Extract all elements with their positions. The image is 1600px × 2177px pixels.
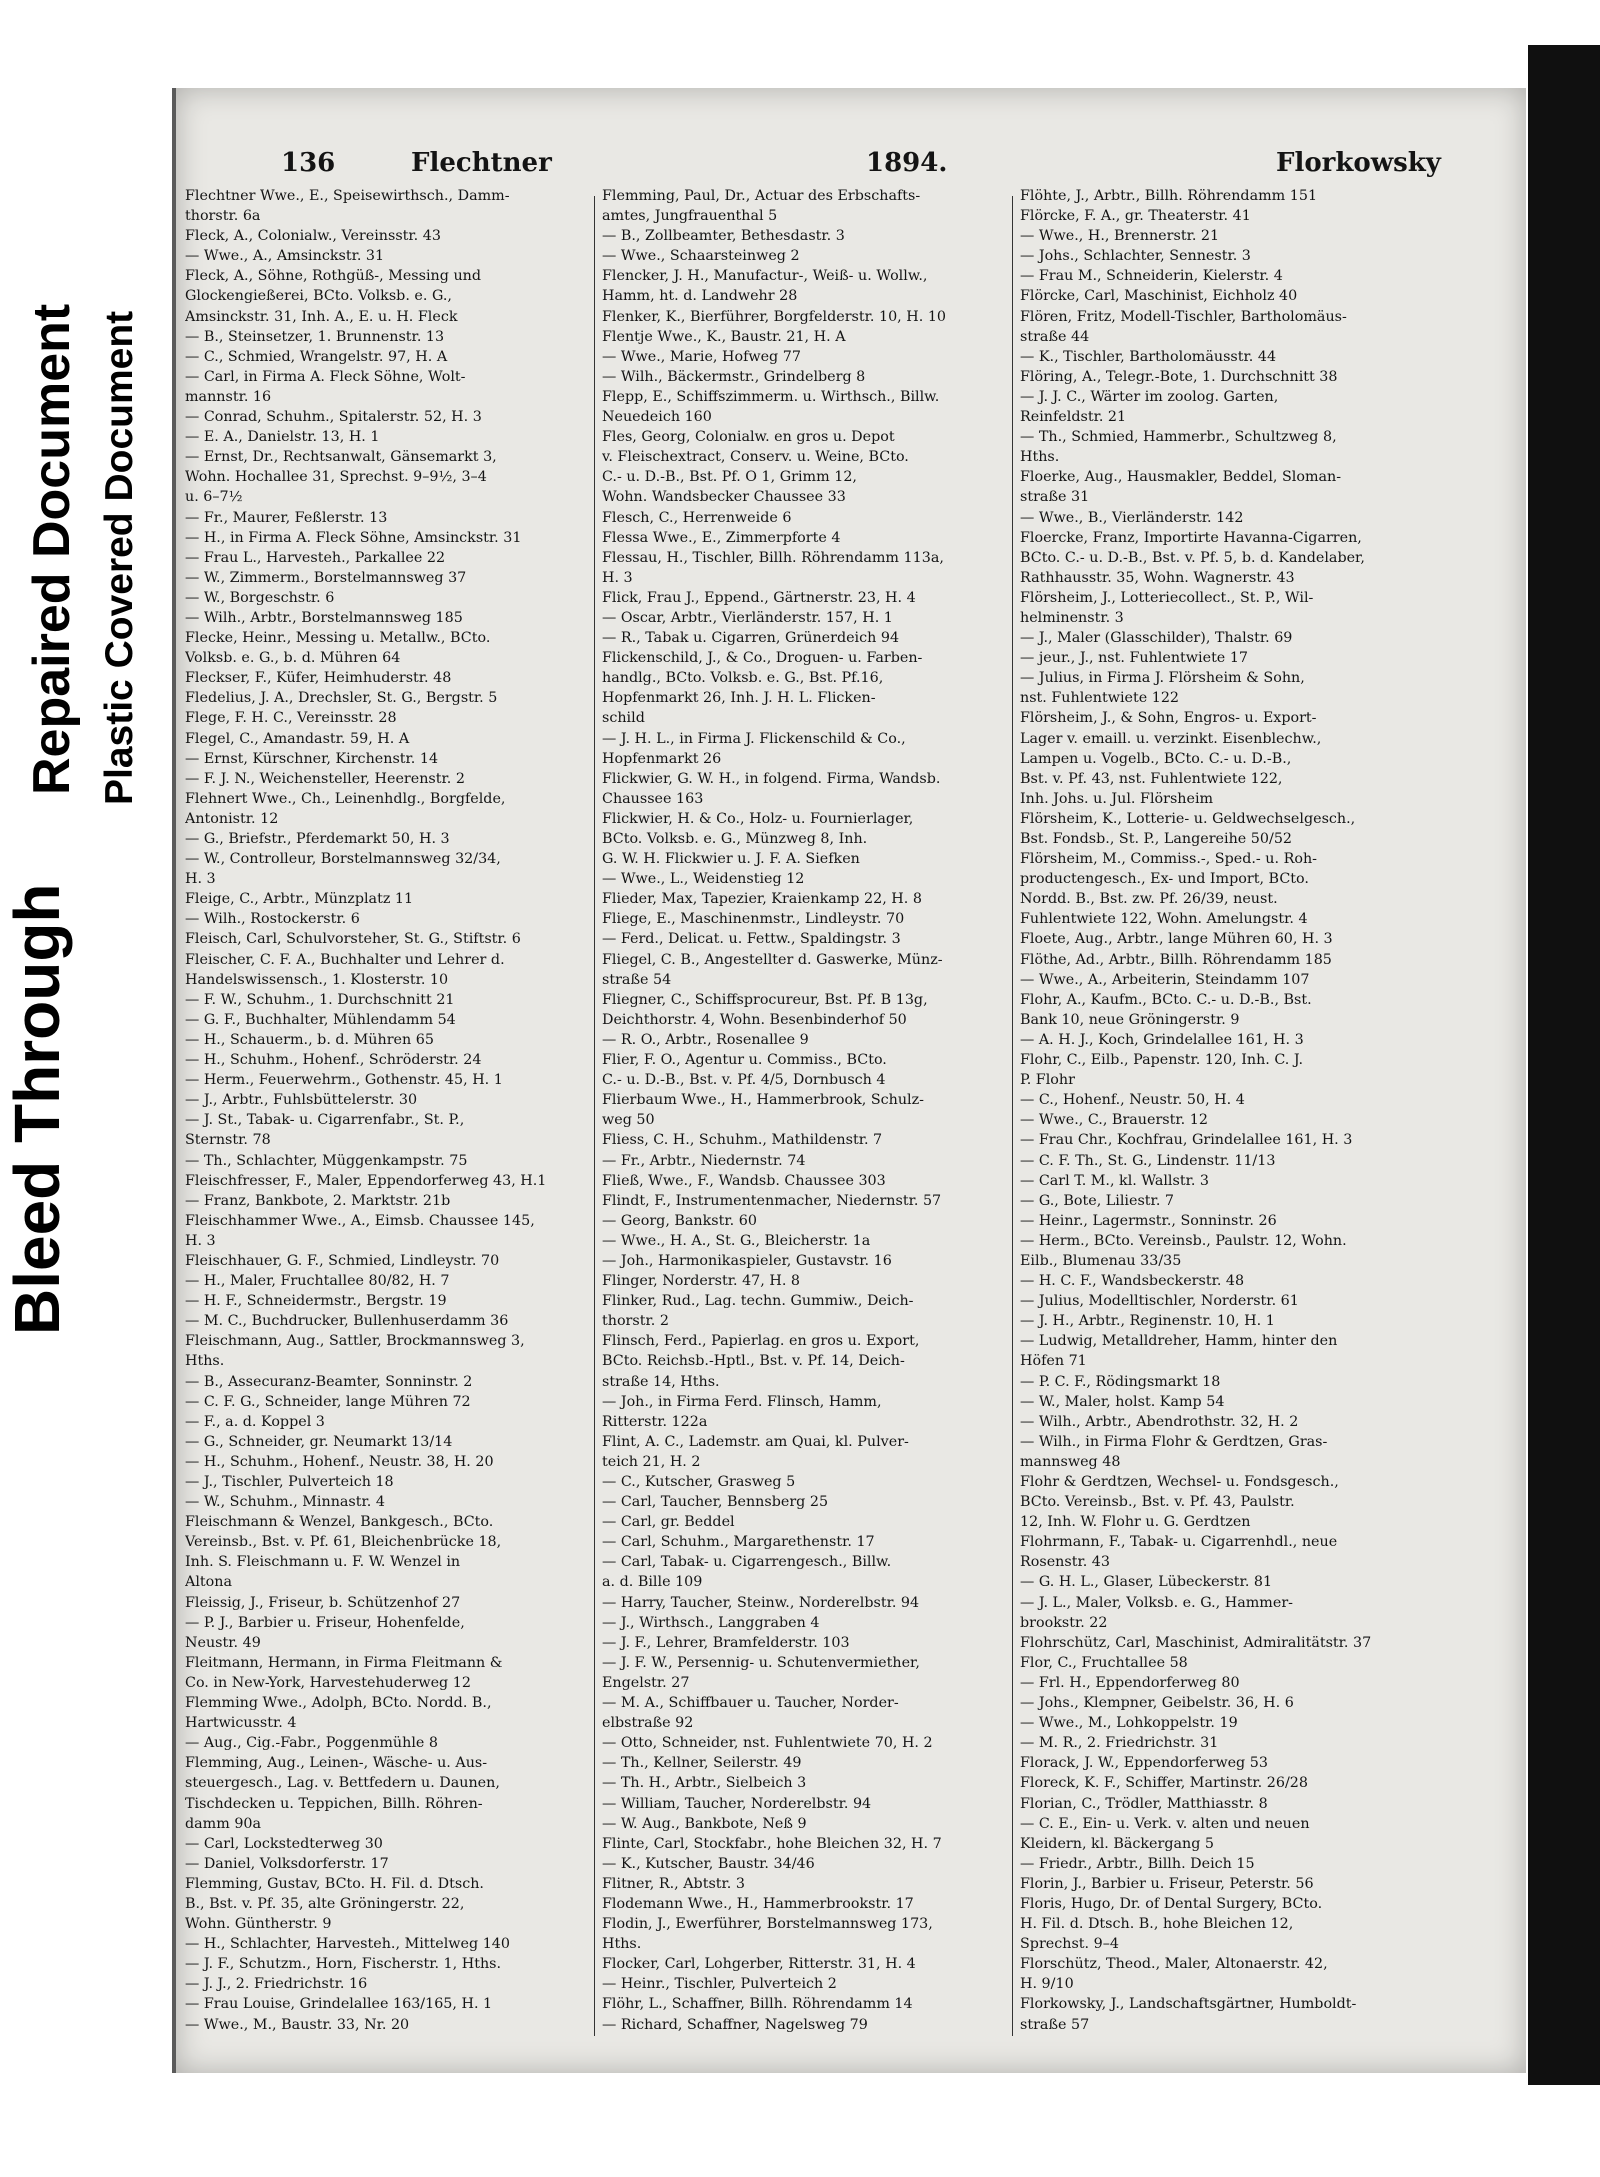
directory-entry-line: Fliegel, C. B., Angestellter d. Gaswerke, Münz- bbox=[602, 951, 943, 968]
directory-entry-line: — Fr., Maurer, Feßlerstr. 13 bbox=[185, 509, 388, 526]
directory-entry-line: — Frau Louise, Grindelallee 163/165, H. 1 bbox=[185, 1996, 493, 2013]
directory-entry-line: B., Bst. v. Pf. 35, alte Gröningerstr. 22, bbox=[185, 1895, 465, 1912]
directory-entry-line: nst. Fuhlentwiete 122 bbox=[1020, 690, 1180, 707]
directory-entry-line: Inh. S. Fleischmann u. F. W. Wenzel in bbox=[185, 1554, 461, 1571]
directory-entry-line: Florkowsky, J., Landschaftsgärtner, Humboldt- bbox=[1020, 1996, 1357, 2013]
directory-entry-line: — J., Wirthsch., Langgraben 4 bbox=[602, 1614, 820, 1631]
directory-entry-line: — Richard, Schaffner, Nagelsweg 79 bbox=[602, 2016, 868, 2033]
directory-entry-line: Flemming Wwe., Adolph, BCto. Nordd. B., bbox=[185, 1695, 492, 1712]
directory-entry-line: — J. L., Maler, Volksb. e. G., Hammer- bbox=[1020, 1594, 1293, 1611]
header-left-word: Flechtner bbox=[411, 148, 552, 178]
directory-entry-line: Flessau, H., Tischler, Billh. Röhrendamm 113a, bbox=[602, 549, 944, 566]
directory-entry-line: Floris, Hugo, Dr. of Dental Surgery, BCto. bbox=[1020, 1895, 1323, 1912]
directory-entry-line: Florin, J., Barbier u. Friseur, Peterstr. 56 bbox=[1020, 1875, 1314, 1892]
directory-entry-line: H. 3 bbox=[602, 569, 633, 586]
directory-entry-line: H. 3 bbox=[185, 871, 216, 888]
directory-entry-line: Flemming, Gustav, BCto. H. Fil. d. Dtsch. bbox=[185, 1875, 484, 1892]
directory-entry-line: Flepp, E., Schiffszimmerm. u. Wirthsch., Billw. bbox=[602, 388, 940, 405]
directory-entry-line: — C., Schmied, Wrangelstr. 97, H. A bbox=[185, 348, 448, 365]
directory-entry-line: — G., Bote, Liliestr. 7 bbox=[1020, 1192, 1174, 1209]
directory-entry-line: — W., Schuhm., Minnastr. 4 bbox=[185, 1494, 385, 1511]
directory-entry-line: straße 57 bbox=[1020, 2016, 1090, 2033]
label-plastic-covered-document: Plastic Covered Document bbox=[98, 310, 141, 805]
directory-entry-line: Flierbaum Wwe., H., Hammerbrook, Schulz- bbox=[602, 1092, 924, 1109]
directory-entry-line: — J. F., Schutzm., Horn, Fischerstr. 1, Hths. bbox=[185, 1956, 502, 1973]
directory-entry-line: — M. A., Schiffbauer u. Taucher, Norder- bbox=[602, 1695, 899, 1712]
directory-entry-line: Flören, Fritz, Modell-Tischler, Bartholomäus- bbox=[1020, 308, 1347, 325]
directory-entry-line: Hths. bbox=[1020, 449, 1060, 466]
directory-entry-line: Kleidern, kl. Bäckergang 5 bbox=[1020, 1835, 1215, 1852]
directory-entry-line: — Wwe., B., Vierländerstr. 142 bbox=[1020, 509, 1244, 526]
directory-entry-line: Flodemann Wwe., H., Hammerbrookstr. 17 bbox=[602, 1895, 914, 1912]
directory-entry-line: Ritterstr. 122a bbox=[602, 1413, 708, 1430]
directory-entry-line: Chaussee 163 bbox=[602, 790, 704, 807]
directory-entry-line: Fleischmann & Wenzel, Bankgesch., BCto. bbox=[185, 1514, 494, 1531]
directory-entry-line: Neustr. 49 bbox=[185, 1634, 261, 1651]
directory-entry-line: — H., Schuhm., Hohenf., Schröderstr. 24 bbox=[185, 1052, 482, 1069]
directory-entry-line: — W. Aug., Bankbote, Neß 9 bbox=[602, 1815, 807, 1832]
directory-entry-line: Flinker, Rud., Lag. techn. Gummiw., Deich- bbox=[602, 1293, 914, 1310]
directory-entry-line: Hopfenmarkt 26 bbox=[602, 750, 722, 767]
directory-entry-line: Flöhte, J., Arbtr., Billh. Röhrendamm 151 bbox=[1020, 188, 1318, 204]
directory-entry-line: Flencker, J. H., Manufactur-, Weiß- u. Wollw., bbox=[602, 268, 928, 285]
directory-entry-line: Floercke, Franz, Importirte Havanna-Cigarren, bbox=[1020, 529, 1362, 546]
directory-entry-line: Fledelius, J. A., Drechsler, St. G., Bergstr. 5 bbox=[185, 690, 498, 707]
directory-entry-line: — Wilh., Arbtr., Borstelmannsweg 185 bbox=[185, 609, 463, 626]
column-3 bbox=[1020, 186, 1420, 2056]
directory-entry-line: — Daniel, Volksdorferstr. 17 bbox=[185, 1855, 389, 1872]
directory-entry-line: Flickenschild, J., & Co., Droguen- u. Farben- bbox=[602, 650, 923, 667]
directory-entry-line: — M. C., Buchdrucker, Bullenhuserdamm 36 bbox=[185, 1313, 509, 1330]
directory-entry-line: — J. H., Arbtr., Reginenstr. 10, H. 1 bbox=[1020, 1313, 1275, 1330]
directory-entry-line: Fliegner, C., Schiffsprocureur, Bst. Pf. B 13g, bbox=[602, 991, 928, 1008]
directory-entry-line: Lampen u. Vogelb., BCto. C.- u. D.-B., bbox=[1020, 750, 1292, 767]
directory-entry-line: — Th., Schmied, Hammerbr., Schultzweg 8, bbox=[1020, 429, 1337, 446]
directory-entry-line: Fleige, C., Arbtr., Münzplatz 11 bbox=[185, 891, 414, 908]
directory-entry-line: helminenstr. 3 bbox=[1020, 609, 1124, 626]
directory-entry-line: Flohr, A., Kaufm., BCto. C.- u. D.-B., Bst. bbox=[1020, 991, 1312, 1008]
directory-entry-line: v. Fleischextract, Conserv. u. Weine, BCto. bbox=[602, 449, 909, 466]
directory-entry-line: handlg., BCto. Volksb. e. G., Bst. Pf.16, bbox=[602, 670, 884, 687]
directory-entry-line: — Wilh., in Firma Flohr & Gerdtzen, Gras- bbox=[1020, 1433, 1328, 1450]
directory-entry-line: Wohn. Güntherstr. 9 bbox=[185, 1916, 332, 1933]
directory-entry-line: brookstr. 22 bbox=[1020, 1614, 1108, 1631]
directory-entry-line: Fleischhammer Wwe., A., Eimsb. Chaussee 145, bbox=[185, 1212, 535, 1229]
column-divider bbox=[1012, 196, 1013, 2036]
directory-entry-line: Flint, A. C., Lademstr. am Quai, kl. Pulver- bbox=[602, 1433, 909, 1450]
directory-entry-line: Höfen 71 bbox=[1020, 1353, 1087, 1370]
directory-entry-line: — jeur., J., nst. Fuhlentwiete 17 bbox=[1020, 650, 1249, 667]
directory-entry-line: — Carl, Tabak- u. Cigarrengesch., Billw. bbox=[602, 1554, 892, 1571]
directory-entry-line: Flohr & Gerdtzen, Wechsel- u. Fondsgesch., bbox=[1020, 1474, 1339, 1490]
directory-entry-line: — H., Schlachter, Harvesteh., Mittelweg 140 bbox=[185, 1936, 510, 1953]
directory-entry-line: — Aug., Cig.-Fabr., Poggenmühle 8 bbox=[185, 1735, 438, 1752]
header-year: 1894. bbox=[866, 148, 948, 178]
directory-entry-line: — Oscar, Arbtr., Vierländerstr. 157, H. 1 bbox=[602, 609, 893, 626]
directory-entry-line: — H., Schuhm., Hohenf., Neustr. 38, H. 20 bbox=[185, 1453, 494, 1470]
directory-entry-line: Floerke, Aug., Hausmakler, Beddel, Sloman- bbox=[1020, 469, 1342, 486]
directory-entry-line: Flöhr, L., Schaffner, Billh. Röhrendamm 14 bbox=[602, 1996, 913, 2013]
directory-entry-line: a. d. Bille 109 bbox=[602, 1574, 703, 1591]
directory-entry-line: — H., Maler, Fruchtallee 80/82, H. 7 bbox=[185, 1273, 450, 1290]
directory-entry-line: Wohn. Wandsbecker Chaussee 33 bbox=[602, 489, 846, 506]
directory-entry-line: — G., Briefstr., Pferdemarkt 50, H. 3 bbox=[185, 831, 450, 847]
directory-entry-line: Florian, C., Trödler, Matthiasstr. 8 bbox=[1020, 1795, 1268, 1812]
directory-entry-line: — F., a. d. Koppel 3 bbox=[185, 1413, 325, 1430]
directory-entry-line: — Heinr., Tischler, Pulverteich 2 bbox=[602, 1976, 837, 1993]
directory-entry-line: — B., Zollbeamter, Bethesdastr. 3 bbox=[602, 228, 845, 245]
page-header bbox=[176, 148, 1526, 188]
side-labels bbox=[0, 0, 160, 2177]
directory-entry-line: Fleisch, Carl, Schulvorsteher, St. G., Stiftstr. 6 bbox=[185, 931, 521, 948]
directory-entry-line: Hths. bbox=[185, 1353, 225, 1370]
directory-entry-line: Flörcke, Carl, Maschinist, Eichholz 40 bbox=[1020, 288, 1298, 305]
directory-entry-line: weg 50 bbox=[602, 1112, 655, 1129]
directory-entry-line: steuergesch., Lag. v. Bettfedern u. Daunen, bbox=[185, 1775, 500, 1792]
directory-entry-line: Nordd. B., Bst. zw. Pf. 26/39, neust. bbox=[1020, 891, 1278, 908]
column-1 bbox=[185, 186, 585, 2056]
directory-entry-line: — W., Controlleur, Borstelmannsweg 32/34, bbox=[185, 851, 501, 868]
directory-entry-line: — Th., Kellner, Seilerstr. 49 bbox=[602, 1755, 802, 1772]
directory-entry-line: Floreck, K. F., Schiffer, Martinstr. 26/28 bbox=[1020, 1775, 1308, 1792]
directory-entry-line: — C., Kutscher, Grasweg 5 bbox=[602, 1474, 796, 1490]
directory-entry-line: — Wilh., Rostockerstr. 6 bbox=[185, 911, 360, 928]
directory-entry-line: Flodin, J., Ewerführer, Borstelmannsweg 173, bbox=[602, 1916, 933, 1933]
directory-entry-line: H. 9/10 bbox=[1020, 1976, 1074, 1993]
directory-entry-line: Altona bbox=[185, 1574, 232, 1591]
directory-entry-line: — H. C. F., Wandsbeckerstr. 48 bbox=[1020, 1273, 1245, 1290]
directory-entry-line: Flickwier, H. & Co., Holz- u. Fournierlager, bbox=[602, 810, 914, 827]
directory-entry-line: — J. F., Lehrer, Bramfelderstr. 103 bbox=[602, 1634, 850, 1651]
directory-entry-line: Flinsch, Ferd., Papierlag. en gros u. Export, bbox=[602, 1333, 920, 1350]
directory-entry-line: Flörsheim, J., & Sohn, Engros- u. Export- bbox=[1020, 710, 1317, 727]
directory-entry-line: Amsinckstr. 31, Inh. A., E. u. H. Fleck bbox=[185, 308, 458, 325]
directory-entry-line: Engelstr. 27 bbox=[602, 1674, 690, 1691]
directory-entry-line: — Frau L., Harvesteh., Parkallee 22 bbox=[185, 549, 446, 566]
directory-entry-line: Glockengießerei, BCto. Volksb. e. G., bbox=[185, 288, 452, 305]
directory-entry-line: Fleischfresser, F., Maler, Eppendorferweg 43, H.1 bbox=[185, 1172, 547, 1189]
directory-entry-line: Flesch, C., Herrenweide 6 bbox=[602, 509, 792, 526]
directory-entry-line: — H., in Firma A. Fleck Söhne, Amsinckstr. 31 bbox=[185, 529, 522, 546]
directory-entry-line: straße 14, Hths. bbox=[602, 1373, 720, 1390]
directory-entry-line: Neuedeich 160 bbox=[602, 409, 712, 426]
directory-entry-line: BCto. Vereinsb., Bst. v. Pf. 43, Paulstr. bbox=[1020, 1494, 1295, 1511]
directory-entry-line: — J., Maler (Glasschilder), Thalstr. 69 bbox=[1020, 630, 1293, 647]
directory-entry-line: Bst. Fondsb., St. P., Langereihe 50/52 bbox=[1020, 831, 1293, 847]
directory-page bbox=[172, 88, 1526, 2073]
directory-entry-line: Fleitmann, Hermann, in Firma Fleitmann & bbox=[185, 1654, 503, 1671]
directory-entry-line: Hartwicusstr. 4 bbox=[185, 1715, 297, 1732]
directory-entry-line: Fleck, A., Söhne, Rothgüß-, Messing und bbox=[185, 268, 482, 285]
directory-entry-line: — P. J., Barbier u. Friseur, Hohenfelde, bbox=[185, 1614, 465, 1631]
directory-entry-line: Bst. v. Pf. 43, nst. Fuhlentwiete 122, bbox=[1020, 770, 1283, 787]
directory-entry-line: Fleissig, J., Friseur, b. Schützenhof 27 bbox=[185, 1594, 461, 1611]
directory-entry-line: Handelswissensch., 1. Klosterstr. 10 bbox=[185, 971, 449, 988]
label-bleed-through: Bleed Through bbox=[1, 883, 73, 1335]
directory-entry-line: Flöthe, Ad., Arbtr., Billh. Röhrendamm 185 bbox=[1020, 951, 1332, 968]
directory-entry-line: 12, Inh. W. Flohr u. G. Gerdtzen bbox=[1020, 1514, 1251, 1531]
directory-entry-line: — J. J., 2. Friedrichstr. 16 bbox=[185, 1976, 368, 1993]
directory-entry-line: — Carl, in Firma A. Fleck Söhne, Wolt- bbox=[185, 368, 466, 385]
directory-entry-line: — Julius, in Firma J. Flörsheim & Sohn, bbox=[1020, 670, 1305, 687]
directory-entry-line: — Friedr., Arbtr., Billh. Deich 15 bbox=[1020, 1855, 1255, 1872]
directory-entry-line: H. 3 bbox=[185, 1232, 216, 1249]
directory-entry-line: BCto. Reichsb.-Hptl., Bst. v. Pf. 14, Deich- bbox=[602, 1353, 905, 1370]
directory-entry-line: — E. A., Danielstr. 13, H. 1 bbox=[185, 429, 380, 446]
scan-edge-bar bbox=[1528, 45, 1600, 2085]
directory-entry-line: Flier, F. O., Agentur u. Commiss., BCto. bbox=[602, 1052, 887, 1069]
directory-entry-line: — R. O., Arbtr., Rosenallee 9 bbox=[602, 1031, 809, 1048]
directory-entry-line: — B., Steinsetzer, 1. Brunnenstr. 13 bbox=[185, 328, 445, 345]
directory-entry-line: — R., Tabak u. Cigarren, Grünerdeich 94 bbox=[602, 630, 900, 647]
directory-entry-line: Wohn. Hochallee 31, Sprechst. 9–9½, 3–4 bbox=[185, 469, 487, 486]
directory-entry-line: Fles, Georg, Colonialw. en gros u. Depot bbox=[602, 429, 895, 446]
directory-entry-line: Fleischhauer, G. F., Schmied, Lindleystr. 70 bbox=[185, 1252, 500, 1269]
directory-entry-line: — Herm., Feuerwehrm., Gothenstr. 45, H. 1 bbox=[185, 1072, 503, 1089]
directory-entry-line: Flinger, Norderstr. 47, H. 8 bbox=[602, 1273, 801, 1290]
directory-entry-line: — Frau Chr., Kochfrau, Grindelallee 161, H. 3 bbox=[1020, 1132, 1353, 1149]
directory-entry-line: — J., Arbtr., Fuhlsbüttelerstr. 30 bbox=[185, 1092, 418, 1109]
directory-entry-line: — Wilh., Bäckermstr., Grindelberg 8 bbox=[602, 368, 866, 385]
directory-entry-line: Flitner, R., Abtstr. 3 bbox=[602, 1875, 745, 1892]
directory-entry-line: — Wwe., Marie, Hofweg 77 bbox=[602, 348, 801, 365]
directory-entry-line: — W., Borgeschstr. 6 bbox=[185, 589, 335, 606]
directory-entry-line: Flor, C., Fruchtallee 58 bbox=[1020, 1654, 1188, 1671]
directory-entry-line: — F. W., Schuhm., 1. Durchschnitt 21 bbox=[185, 991, 455, 1008]
directory-entry-line: — Wwe., Schaarsteinweg 2 bbox=[602, 248, 800, 265]
directory-entry-line: Flohrschütz, Carl, Maschinist, Admiralitätstr. 37 bbox=[1020, 1634, 1372, 1651]
directory-entry-line: — K., Tischler, Bartholomäusstr. 44 bbox=[1020, 348, 1277, 365]
header-right-word: Florkowsky bbox=[1276, 148, 1441, 178]
column-divider bbox=[594, 196, 595, 2036]
directory-entry-line: — Carl, Schuhm., Margarethenstr. 17 bbox=[602, 1534, 875, 1551]
directory-entry-line: Sternstr. 78 bbox=[185, 1132, 271, 1149]
directory-entry-line: Flenker, K., Bierführer, Borgfelderstr. 10, H. 10 bbox=[602, 308, 947, 325]
directory-entry-line: — Julius, Modelltischler, Norderstr. 61 bbox=[1020, 1293, 1299, 1310]
directory-entry-line: Flegel, C., Amandastr. 59, H. A bbox=[185, 730, 410, 747]
directory-entry-line: — Georg, Bankstr. 60 bbox=[602, 1212, 757, 1229]
directory-entry-line: Lager v. emaill. u. verzinkt. Eisenblechw., bbox=[1020, 730, 1322, 747]
directory-entry-line: Flöring, A., Telegr.-Bote, 1. Durchschnitt 38 bbox=[1020, 368, 1338, 385]
directory-entry-line: — Ernst, Dr., Rechtsanwalt, Gänsemarkt 3, bbox=[185, 449, 497, 466]
directory-entry-line: Fleckser, F., Küfer, Heimhuderstr. 48 bbox=[185, 670, 452, 687]
directory-entry-line: Flickwier, G. W. H., in folgend. Firma, Wandsb. bbox=[602, 770, 941, 787]
directory-entry-line: — P. C. F., Rödingsmarkt 18 bbox=[1020, 1373, 1221, 1390]
directory-entry-line: Reinfeldstr. 21 bbox=[1020, 409, 1127, 426]
directory-entry-line: — Th., Schlachter, Müggenkampstr. 75 bbox=[185, 1152, 468, 1169]
directory-entry-line: — Joh., Harmonikaspieler, Gustavstr. 16 bbox=[602, 1252, 892, 1269]
directory-entry-line: Floete, Aug., Arbtr., lange Mühren 60, H. 3 bbox=[1020, 931, 1333, 948]
directory-entry-line: Flentje Wwe., K., Baustr. 21, H. A bbox=[602, 328, 846, 345]
directory-entry-line: — Heinr., Lagermstr., Sonninstr. 26 bbox=[1020, 1212, 1277, 1229]
directory-entry-line: Flörsheim, M., Commiss.-, Sped.- u. Roh- bbox=[1020, 851, 1317, 868]
directory-entry-line: Flessa Wwe., E., Zimmerpforte 4 bbox=[602, 529, 841, 546]
directory-entry-line: — Wwe., L., Weidenstieg 12 bbox=[602, 871, 805, 888]
directory-entry-line: — Ludwig, Metalldreher, Hamm, hinter den bbox=[1020, 1333, 1338, 1350]
directory-entry-line: C.- u. D.-B., Bst. v. Pf. 4/5, Dornbusch 4 bbox=[602, 1072, 886, 1089]
directory-entry-line: — Wilh., Arbtr., Abendrothstr. 32, H. 2 bbox=[1020, 1413, 1299, 1430]
directory-entry-line: Hopfenmarkt 26, Inh. J. H. L. Flicken- bbox=[602, 690, 876, 707]
directory-entry-line: Flörcke, F. A., gr. Theaterstr. 41 bbox=[1020, 208, 1251, 225]
directory-entry-line: — A. H. J., Koch, Grindelallee 161, H. 3 bbox=[1020, 1031, 1304, 1048]
directory-entry-line: Flege, F. H. C., Vereinsstr. 28 bbox=[185, 710, 397, 727]
directory-entry-line: — Th. H., Arbtr., Sielbeich 3 bbox=[602, 1775, 807, 1792]
directory-entry-line: Fliess, C. H., Schuhm., Mathildenstr. 7 bbox=[602, 1132, 883, 1149]
directory-entry-line: — W., Zimmerm., Borstelmannsweg 37 bbox=[185, 569, 467, 586]
directory-entry-line: — Joh., in Firma Ferd. Flinsch, Hamm, bbox=[602, 1393, 882, 1410]
directory-entry-line: mannsweg 48 bbox=[1020, 1453, 1121, 1470]
directory-entry-line: — J. F. W., Persennig- u. Schutenvermiether, bbox=[602, 1654, 920, 1671]
directory-entry-line: thorstr. 2 bbox=[602, 1313, 669, 1330]
directory-entry-line: damm 90a bbox=[185, 1815, 262, 1832]
directory-entry-line: P. Flohr bbox=[1020, 1072, 1075, 1089]
directory-entry-line: — C. E., Ein- u. Verk. v. alten und neuen bbox=[1020, 1815, 1310, 1832]
directory-entry-line: Volksb. e. G., b. d. Mühren 64 bbox=[185, 650, 401, 667]
directory-entry-line: BCto. C.- u. D.-B., Bst. v. Pf. 5, b. d. Kandelaber, bbox=[1020, 549, 1365, 566]
directory-entry-line: productengesch., Ex- und Import, BCto. bbox=[1020, 871, 1309, 888]
directory-entry-line: — J., Tischler, Pulverteich 18 bbox=[185, 1474, 394, 1490]
directory-entry-line: — B., Assecuranz-Beamter, Sonninstr. 2 bbox=[185, 1373, 473, 1390]
directory-entry-line: mannstr. 16 bbox=[185, 388, 272, 405]
directory-entry-line: Hths. bbox=[602, 1936, 642, 1953]
directory-entry-line: — G. H. L., Glaser, Lübeckerstr. 81 bbox=[1020, 1574, 1273, 1591]
directory-entry-line: teich 21, H. 2 bbox=[602, 1453, 701, 1470]
directory-entry-line: — G. F., Buchhalter, Mühlendamm 54 bbox=[185, 1011, 456, 1028]
directory-entry-line: Rosenstr. 43 bbox=[1020, 1554, 1111, 1571]
directory-entry-line: Eilb., Blumenau 33/35 bbox=[1020, 1252, 1182, 1269]
directory-entry-line: straße 44 bbox=[1020, 328, 1090, 345]
directory-entry-line: Flocker, Carl, Lohgerber, Ritterstr. 31, H. 4 bbox=[602, 1956, 916, 1973]
directory-entry-line: elbstraße 92 bbox=[602, 1715, 694, 1732]
directory-entry-line: — K., Kutscher, Baustr. 34/46 bbox=[602, 1855, 815, 1872]
directory-entry-line: — Conrad, Schuhm., Spitalerstr. 52, H. 3 bbox=[185, 409, 482, 426]
directory-entry-line: — M. R., 2. Friedrichstr. 31 bbox=[1020, 1735, 1219, 1752]
directory-entry-line: — Johs., Klempner, Geibelstr. 36, H. 6 bbox=[1020, 1695, 1294, 1712]
directory-entry-line: Deichthorstr. 4, Wohn. Besenbinderhof 50 bbox=[602, 1011, 907, 1028]
directory-entry-line: Flechtner Wwe., E., Speisewirthsch., Damm- bbox=[185, 188, 510, 204]
directory-entry-line: Flörsheim, K., Lotterie- u. Geldwechselgesch., bbox=[1020, 810, 1356, 827]
page-number: 136 bbox=[281, 148, 336, 178]
directory-entry-line: Inh. Johs. u. Jul. Flörsheim bbox=[1020, 790, 1214, 807]
directory-entry-line: C.- u. D.-B., Bst. Pf. O 1, Grimm 12, bbox=[602, 469, 857, 486]
column-2 bbox=[602, 186, 1002, 2056]
directory-entry-line: H. Fil. d. Dtsch. B., hohe Bleichen 12, bbox=[1020, 1916, 1294, 1933]
directory-entry-line: — Wwe., M., Lohkoppelstr. 19 bbox=[1020, 1715, 1238, 1732]
directory-entry-line: Co. in New-York, Harvestehuderweg 12 bbox=[185, 1674, 471, 1691]
directory-entry-line: Florschütz, Theod., Maler, Altonaerstr. 42, bbox=[1020, 1956, 1328, 1973]
directory-entry-line: Flörsheim, J., Lotteriecollect., St. P., Wil- bbox=[1020, 589, 1314, 606]
directory-entry-line: — Johs., Schlachter, Sennestr. 3 bbox=[1020, 248, 1251, 265]
directory-entry-line: — William, Taucher, Norderelbstr. 94 bbox=[602, 1795, 872, 1812]
directory-entry-line: — Ferd., Delicat. u. Fettw., Spaldingstr. 3 bbox=[602, 931, 901, 948]
directory-entry-line: Flemming, Aug., Leinen-, Wäsche- u. Aus- bbox=[185, 1755, 488, 1772]
directory-entry-line: — Carl, Lockstedterweg 30 bbox=[185, 1835, 383, 1852]
directory-entry-line: — Wwe., H. A., St. G., Bleicherstr. 1a bbox=[602, 1232, 871, 1249]
directory-entry-line: — Wwe., C., Brauerstr. 12 bbox=[1020, 1112, 1208, 1129]
directory-entry-line: u. 6–7½ bbox=[185, 489, 243, 506]
directory-entry-line: — Wwe., H., Brennerstr. 21 bbox=[1020, 228, 1220, 245]
directory-entry-line: — C. F. Th., St. G., Lindenstr. 11/13 bbox=[1020, 1152, 1276, 1169]
directory-entry-line: — Carl T. M., kl. Wallstr. 3 bbox=[1020, 1172, 1210, 1189]
directory-entry-line: Florack, J. W., Eppendorferweg 53 bbox=[1020, 1755, 1268, 1772]
directory-entry-line: Rathhausstr. 35, Wohn. Wagnerstr. 43 bbox=[1020, 569, 1295, 586]
directory-entry-line: — J. J. C., Wärter im zoolog. Garten, bbox=[1020, 388, 1279, 405]
directory-entry-line: Fliege, E., Maschinenmstr., Lindleystr. 70 bbox=[602, 911, 905, 928]
directory-entry-line: G. W. H. Flickwier u. J. F. A. Siefken bbox=[602, 851, 860, 868]
directory-entry-line: — C., Hohenf., Neustr. 50, H. 4 bbox=[1020, 1092, 1245, 1109]
directory-entry-line: Flehnert Wwe., Ch., Leinenhdlg., Borgfelde, bbox=[185, 790, 506, 807]
directory-entry-line: — Carl, Taucher, Bennsberg 25 bbox=[602, 1494, 829, 1511]
directory-entry-line: Flohrmann, F., Tabak- u. Cigarrenhdl., neue bbox=[1020, 1534, 1338, 1551]
directory-entry-line: — Franz, Bankbote, 2. Marktstr. 21b bbox=[185, 1192, 451, 1209]
directory-entry-line: Flemming, Paul, Dr., Actuar des Erbschafts- bbox=[602, 188, 921, 204]
directory-entry-line: Hamm, ht. d. Landwehr 28 bbox=[602, 288, 798, 305]
directory-entry-line: Bank 10, neue Gröningerstr. 9 bbox=[1020, 1011, 1240, 1028]
directory-entry-line: — Herm., BCto. Vereinsb., Paulstr. 12, Wohn. bbox=[1020, 1232, 1347, 1249]
directory-entry-line: BCto. Volksb. e. G., Münzweg 8, Inh. bbox=[602, 831, 868, 847]
directory-entry-line: — F. J. N., Weichensteller, Heerenstr. 2 bbox=[185, 770, 465, 787]
directory-entry-line: Flohr, C., Eilb., Papenstr. 120, Inh. C. J. bbox=[1020, 1052, 1304, 1069]
directory-entry-line: — Wwe., A., Amsinckstr. 31 bbox=[185, 248, 385, 265]
directory-entry-line: Antonistr. 12 bbox=[185, 810, 279, 827]
directory-entry-line: Fließ, Wwe., F., Wandsb. Chaussee 303 bbox=[602, 1172, 886, 1189]
directory-entry-line: — Harry, Taucher, Steinw., Norderelbstr. 94 bbox=[602, 1594, 920, 1611]
directory-entry-line: — H., Schauerm., b. d. Mühren 65 bbox=[185, 1031, 434, 1048]
directory-entry-line: — J. St., Tabak- u. Cigarrenfabr., St. P., bbox=[185, 1112, 465, 1129]
directory-entry-line: — C. F. G., Schneider, lange Mühren 72 bbox=[185, 1393, 471, 1410]
directory-entry-line: Flick, Frau J., Eppend., Gärtnerstr. 23, H. 4 bbox=[602, 589, 916, 606]
directory-entry-line: Flinte, Carl, Stockfabr., hohe Bleichen 32, H. 7 bbox=[602, 1835, 942, 1852]
directory-entry-line: — Carl, gr. Beddel bbox=[602, 1514, 735, 1531]
directory-entry-line: Flindt, F., Instrumentenmacher, Niedernstr. 57 bbox=[602, 1192, 942, 1209]
directory-entry-line: — Otto, Schneider, nst. Fuhlentwiete 70, H. 2 bbox=[602, 1735, 933, 1752]
directory-entry-line: Fleischmann, Aug., Sattler, Brockmannsweg 3, bbox=[185, 1333, 525, 1350]
directory-entry-line: straße 54 bbox=[602, 971, 672, 988]
directory-entry-line: — Wwe., A., Arbeiterin, Steindamm 107 bbox=[1020, 971, 1310, 988]
directory-entry-line: — H. F., Schneidermstr., Bergstr. 19 bbox=[185, 1293, 447, 1310]
directory-entry-line: thorstr. 6a bbox=[185, 208, 261, 225]
directory-entry-line: Sprechst. 9–4 bbox=[1020, 1936, 1119, 1953]
directory-entry-line: — W., Maler, holst. Kamp 54 bbox=[1020, 1393, 1225, 1410]
directory-entry-line: — Frl. H., Eppendorferweg 80 bbox=[1020, 1674, 1240, 1691]
directory-entry-line: Fleck, A., Colonialw., Vereinsstr. 43 bbox=[185, 228, 441, 245]
directory-entry-line: — J. H. L., in Firma J. Flickenschild & Co., bbox=[602, 730, 906, 747]
directory-entry-line: Fleischer, C. F. A., Buchhalter und Lehrer d. bbox=[185, 951, 505, 968]
directory-entry-line: — Frau M., Schneiderin, Kielerstr. 4 bbox=[1020, 268, 1283, 285]
label-repaired-document: Repaired Document bbox=[23, 303, 81, 795]
directory-entry-line: amtes, Jungfrauenthal 5 bbox=[602, 208, 778, 225]
directory-entry-line: — Ernst, Kürschner, Kirchenstr. 14 bbox=[185, 750, 439, 767]
directory-entry-line: — Fr., Arbtr., Niedernstr. 74 bbox=[602, 1152, 806, 1169]
directory-entry-line: — G., Schneider, gr. Neumarkt 13/14 bbox=[185, 1433, 453, 1450]
directory-entry-line: Flecke, Heinr., Messing u. Metallw., BCto. bbox=[185, 630, 491, 647]
directory-entry-line: straße 31 bbox=[1020, 489, 1090, 506]
directory-entry-line: Flieder, Max, Tapezier, Kraienkamp 22, H. 8 bbox=[602, 891, 922, 908]
directory-entry-line: Fuhlentwiete 122, Wohn. Amelungstr. 4 bbox=[1020, 911, 1308, 928]
directory-entry-line: Tischdecken u. Teppichen, Billh. Röhren- bbox=[185, 1795, 483, 1812]
directory-entry-line: — Wwe., M., Baustr. 33, Nr. 20 bbox=[185, 2016, 410, 2033]
directory-entry-line: Vereinsb., Bst. v. Pf. 61, Bleichenbrücke 18, bbox=[185, 1534, 502, 1551]
directory-entry-line: schild bbox=[602, 710, 645, 727]
